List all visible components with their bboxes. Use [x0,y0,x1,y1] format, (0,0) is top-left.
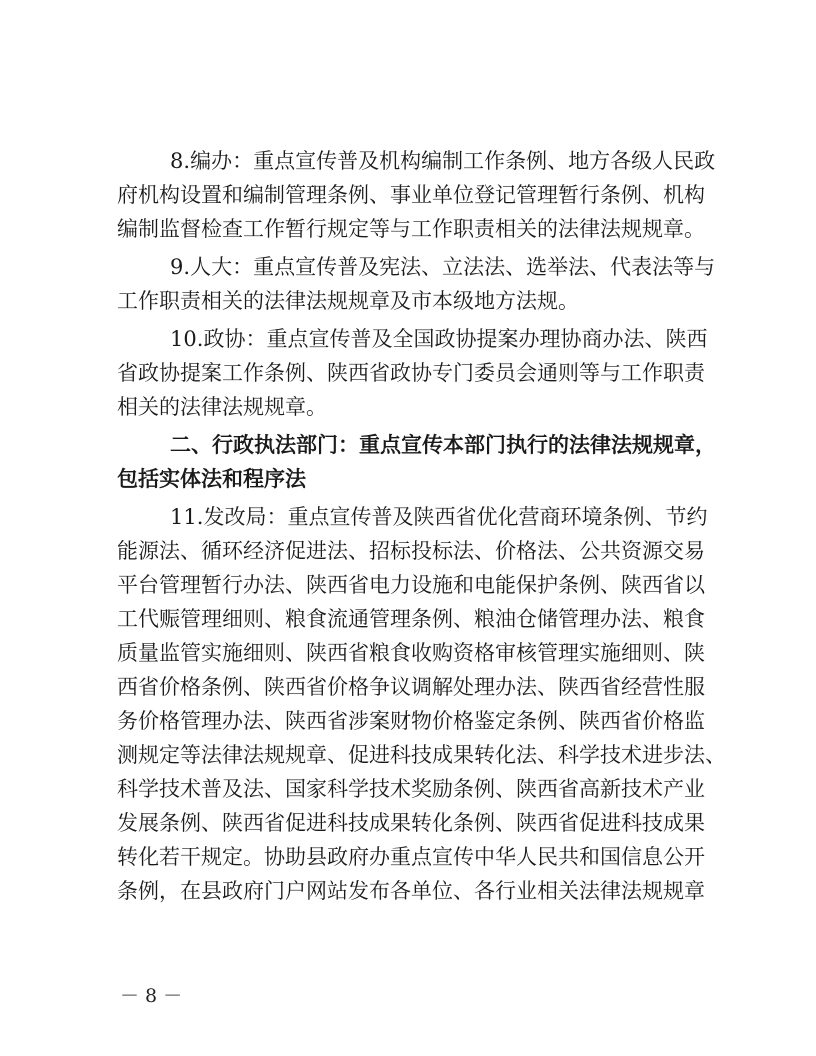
text-line: 1 1 . 发 改 局 ： 重 点 宣 传 普 及 陕 西 省 优 化 营 商 环 境 条 例 、 节 约 [170,505,708,529]
text-line: 务 价 格 管 理 办 法 、 陕 西 省 涉 案 财 物 价 格 鉴 定 条 例 、 陕 西 省 价 格 监 [117,709,705,733]
text-line: 省 政 协 提 案 工 作 条 例 、 陕 西 省 政 协 专 门 委 员 会 通 则 等 与 工 作 职 责 [117,361,705,385]
page-number: － 8 － [120,985,183,1007]
text-line: 工作职责相关的法律法规规章及市本级地方法规。 [117,289,579,313]
text-line: 工 代 赈 管 理 细 则 、 粮 食 流 通 管 理 条 例 、 粮 油 仓 储 管 理 办 法 、 粮 食 [117,607,705,631]
section-heading-line: 包括实体法和程序法 [117,467,306,491]
text-line: 编制监督检查工作暂行规定等与工作职责相关的法律法规规章。 [117,217,705,241]
text-line: 1 0 . 政 协 ： 重 点 宣 传 普 及 全 国 政 协 提 案 办 理 协 商 办 法 、 陕 西 [170,327,708,351]
section-heading-line: 二 、 行 政 执 法 部 门 ： 重 点 宣 传 本 部 门 执 行 的 法 律 法 规 规 章 ， [170,433,716,457]
text-line: 能 源 法 、 循 环 经 济 促 进 法 、 招 标 投 标 法 、 价 格 法 、 公 共 资 源 交 易 [117,539,705,563]
text-line: 相关的法律法规规章。 [117,395,327,419]
text-line: 西 省 价 格 条 例 、 陕 西 省 价 格 争 议 调 解 处 理 办 法 、 陕 西 省 经 营 性 服 [117,675,705,699]
text-line: 条 例 ， 在 县 政 府 门 户 网 站 发 布 各 单 位 、 各 行 业 相 关 法 律 法 规 规 章 [117,879,705,903]
text-line: 质 量 监 管 实 施 细 则 、 陕 西 省 粮 食 收 购 资 格 审 核 管 理 实 施 细 则 、 陕 [117,641,705,665]
text-line: 府 机 构 设 置 和 编 制 管 理 条 例 、 事 业 单 位 登 记 管 理 暂 行 条 例 、 机 构 [117,183,705,207]
text-line: 平 台 管 理 暂 行 办 法 、 陕 西 省 电 力 设 施 和 电 能 保 护 条 例 、 陕 西 省 以 [117,573,705,597]
text-line: 9 . 人 大 ： 重 点 宣 传 普 及 宪 法 、 立 法 法 、 选 举 法 、 代 表 法 等 与 [170,255,716,279]
text-line: 转 化 若 干 规 定 。 协 助 县 政 府 办 重 点 宣 传 中 华 人 民 共 和 国 信 息 公 开 [117,845,705,869]
text-line: 科 学 技 术 普 及 法 、 国 家 科 学 技 术 奖 励 条 例 、 陕 西 省 高 新 技 术 产 业 [117,777,705,801]
text-line: 8 . 编 办 ： 重 点 宣 传 普 及 机 构 编 制 工 作 条 例 、 地 方 各 级 人 民 政 [170,149,716,173]
text-line: 测 规 定 等 法 律 法 规 规 章 、 促 进 科 技 成 果 转 化 法 、 科 学 技 术 进 步 法 、 [117,743,726,767]
text-line: 发 展 条 例 、 陕 西 省 促 进 科 技 成 果 转 化 条 例 、 陕 西 省 促 进 科 技 成 果 [117,811,705,835]
